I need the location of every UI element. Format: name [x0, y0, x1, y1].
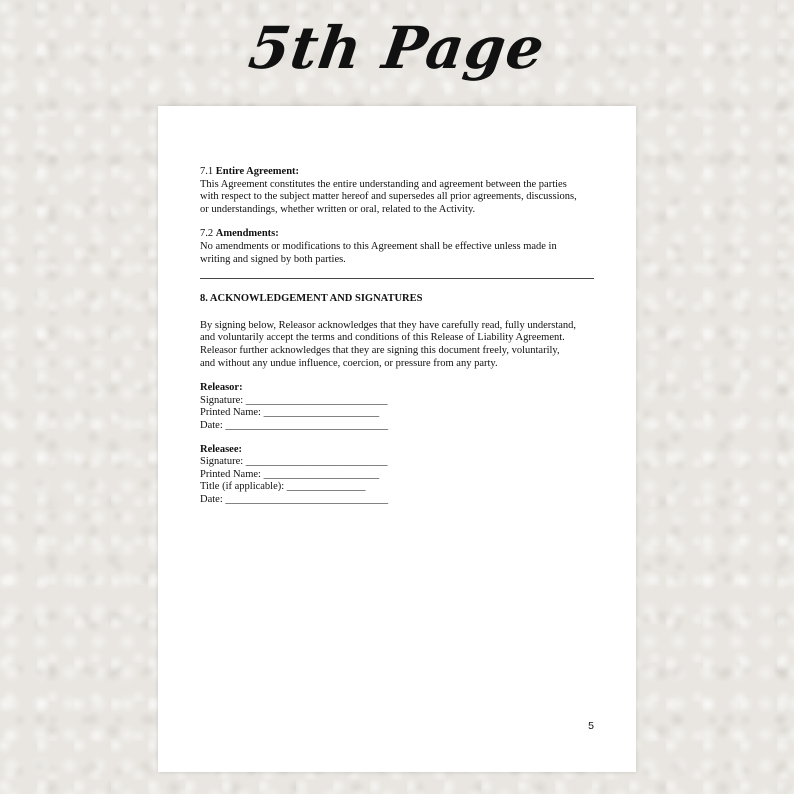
document-page: [158, 106, 636, 772]
section-7-1-line: with respect to the subject matter hereof and supersedes all prior agreements, discussions,: [200, 191, 577, 203]
section-7-2-line: No amendments or modifications to this Agreement shall be effective unless made in: [200, 240, 557, 252]
section-8-line: By signing below, Releasor acknowledges that they have carefully read, fully understand,: [200, 319, 577, 331]
section-8-line: and without any undue influence, coercion, or pressure from any party.: [200, 357, 498, 369]
section-7-2-title: Amendments:: [215, 228, 279, 240]
section-7-2-heading: [200, 228, 596, 241]
section-7-1: [200, 166, 596, 216]
section-divider: [200, 278, 594, 279]
section-7-2-number: 7.2: [200, 228, 214, 240]
document-content: [200, 166, 596, 517]
releasee-date-field: Date: _______________________________: [200, 493, 389, 505]
section-8-line: and voluntarily accept the terms and conditions of this Release of Liability Agreement.: [200, 332, 565, 344]
releasee-title-field: Title (if applicable): _______________: [200, 481, 366, 493]
releasor-title: Releasor:: [200, 382, 243, 394]
page-number: 5: [588, 720, 594, 732]
section-8-title: 8. ACKNOWLEDGEMENT AND SIGNATURES: [200, 293, 423, 305]
releasor-signature-field: Signature: ___________________________: [200, 394, 388, 406]
releasor-date-field: Date: _______________________________: [200, 419, 389, 431]
section-8-body: [200, 320, 596, 370]
section-7-2: [200, 228, 596, 266]
releasee-title: Releasee:: [200, 443, 242, 455]
releasee-printed-name-field: Printed Name: ______________________: [200, 468, 380, 480]
section-7-1-number: 7.1: [200, 166, 214, 177]
section-7-1-title: Entire Agreement:: [215, 166, 300, 177]
section-7-2-line: writing and signed by both parties.: [200, 253, 346, 265]
section-7-1-line: This Agreement constitutes the entire understanding and agreement between the parties: [200, 178, 567, 190]
page-heading: 5th Page: [244, 14, 550, 82]
section-7-1-line: or understandings, whether written or oral, related to the Activity.: [200, 203, 476, 215]
releasee-signature-block: [200, 444, 596, 507]
releasor-printed-name-field: Printed Name: ______________________: [200, 407, 380, 419]
releasee-signature-field: Signature: ___________________________: [200, 456, 388, 468]
section-7-1-heading: [200, 166, 596, 179]
section-8-line: Releasor further acknowledges that they are signing this document freely, voluntarily,: [200, 344, 560, 356]
releasor-signature-block: [200, 382, 596, 432]
